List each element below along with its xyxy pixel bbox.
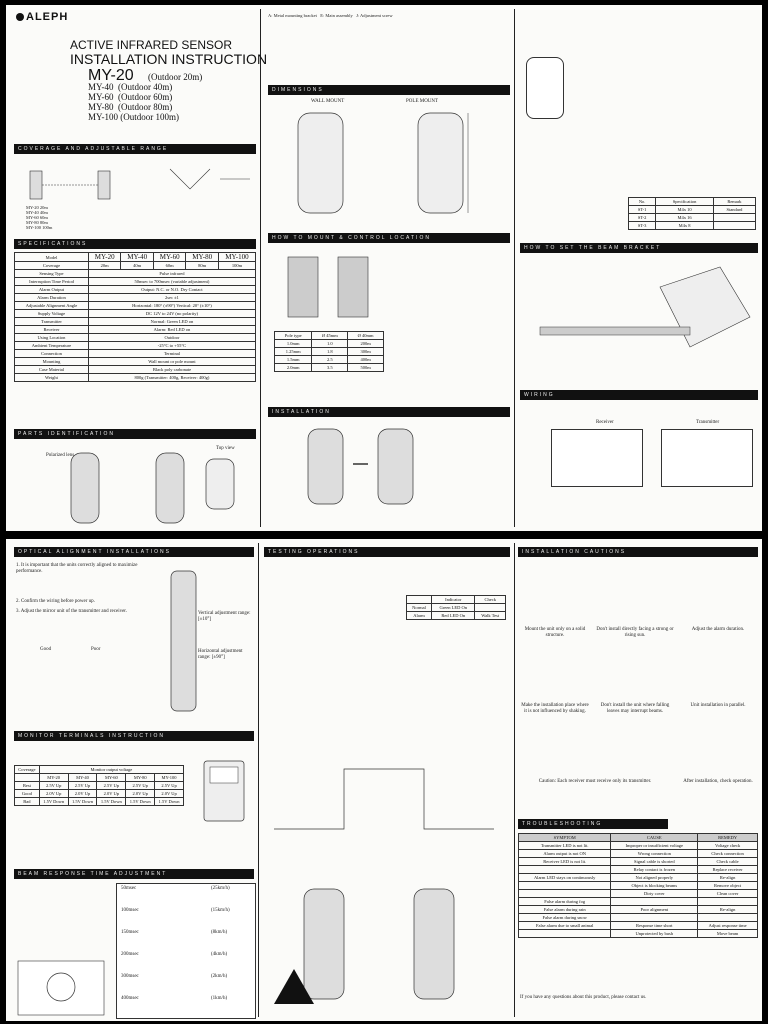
spec-head-cell: Model <box>15 253 89 262</box>
instruction-title: INSTALLATION INSTRUCTION <box>70 51 268 67</box>
spec-head-cell: MY-40 <box>121 253 154 262</box>
beam-header: BEAM RESPONSE TIME ADJUSTMENT <box>14 869 254 879</box>
spec-head-cell: MY-80 <box>186 253 219 262</box>
optical-step-2: 2. Confirm the wiring before power up. <box>16 599 95 604</box>
parts-legend: A: Metal mounting bracket E: Main assembly J: Adjustment screw <box>268 13 393 18</box>
mounting-header: HOW TO MOUNT & CONTROL LOCATION <box>268 233 510 243</box>
caution-item: Don't install directly facing a strong or rising sun. <box>596 627 674 638</box>
optical-step-1: 1. It is important that the units correctly aligned to maximize performance. <box>16 563 138 574</box>
terminal-label-transmitter: Transmitter <box>696 420 720 425</box>
beam-dial-diagram <box>16 959 106 1017</box>
spec-row: Sensing Type Pulse infrared <box>15 270 256 278</box>
caution-item: Mount the unit only on a solid structure. <box>524 627 586 638</box>
specifications-header: SPECIFICATIONS <box>14 239 256 249</box>
bracket-diagram <box>520 257 758 387</box>
coverage-diagram <box>20 159 250 229</box>
spec-row: Ambient Temperature -25°C to +55°C <box>15 342 256 350</box>
troubleshooting-header: TROUBLESHOOTING <box>518 819 668 829</box>
dims-wall-label: WALL MOUNT <box>311 99 345 104</box>
spec-head-row <box>15 253 256 262</box>
spec-row: Weight 800g (Transmitter: 400g, Receiver: 400g) <box>15 374 256 382</box>
trouble-table: SYMPTOM CAUSE REMEDY Transmitter LED is not lit. Improper or insufficient voltage Voltage check Alarm output is not ON Wrong connection Check connection Receiver LED is not lit. Signal cable is shorted Check cable Relay contact is frozen Replace receiver Alarm LED stays on continuously Not aligned properly Re-align Object is blocking beams Remove object Dirty cover Clean cover False alarm during fog False alarm during rain Poor alignment Re-align False alarm during snow False alarm due to small animal Response time short Adjust response time Unprotected by bush Move beam <box>518 833 758 938</box>
spec-row: Adjustable Alignment Angle Horizontal: 180° (±90°) Vertical: 20° (±10°) <box>15 302 256 310</box>
beam-steps-box: 50msec (25km/h) 100msec (15km/h) 150msec (8km/h) 200msec (4km/h) 300msec (2km/h) 400msec (1km/h) <box>116 883 256 1019</box>
spec-row: Connection Terminal <box>15 350 256 358</box>
vertical-range-label: Vertical adjustment range: [±10°] <box>198 611 251 622</box>
dimensions-header: DIMENSIONS <box>268 85 510 95</box>
spec-row: Coverage 20m 40m 60m 80m 100m <box>15 262 256 270</box>
caution-item: After installation, check operation. <box>683 779 753 784</box>
horizontal-range-label: Horizontal adjustment range: [±90°] <box>198 649 243 660</box>
receiver-terminal-board <box>551 429 643 487</box>
spec-row: Alarm Duration 2sec ±1 <box>15 294 256 302</box>
model-main: MY-20 <box>88 67 134 84</box>
spec-head-cell: MY-100 <box>218 253 255 262</box>
parts-diagram <box>46 443 246 529</box>
mounting-diagram <box>268 247 388 327</box>
spec-row: Interruption Time Period 50msec to 700msec (variable adjustment) <box>15 278 256 286</box>
installation-diagram <box>268 419 510 519</box>
spec-row: Mounting Wall mount or pole mount <box>15 358 256 366</box>
mount-table: Pole type Ø 45mm Ø 40mm 1.0mm 1.0 200m 1.25mm 1.8 300m 1.5mm 2.5 400m 2.0mm 3.5 500m <box>274 331 384 372</box>
caution-item: Unit installation in parallel. <box>690 703 746 708</box>
beam-bracket-figure <box>526 57 564 119</box>
caution-item: Make the installation place where it is not influenced by shaking. <box>521 703 589 714</box>
parts-label: Polarized lens <box>46 453 75 458</box>
alignment-poor-label: Poor <box>91 647 101 652</box>
operation-header: TESTING OPERATIONS <box>264 547 510 557</box>
caution-item: Adjust the alarm duration. <box>691 627 745 632</box>
instruction-sheet-bottom <box>6 539 762 1021</box>
terminal-label-receiver: Receiver <box>596 420 614 425</box>
dims-pole-label: POLE MOUNT <box>406 99 439 104</box>
spec-row: Receiver Alarm: Red LED on <box>15 326 256 334</box>
monitor-table: Coverage Monitor output voltage MY-20 MY-40 MY-60 MY-80 MY-100 Best 2.5V Up 2.5V Up 2.5V Up 2.5V Up 2.5V Up Good 2.0V Up 2.0V Up 2.0V Up 2.0V Up 2.0V Up Bad 1.5V Down 1.5V Down 1.5V Down 1.5V Down 1.5V Down <box>14 765 184 806</box>
product-title: ACTIVE INFRARED SENSOR <box>70 38 233 52</box>
brand-logo: ALEPH <box>16 11 68 23</box>
operation-diagram <box>264 669 510 869</box>
cover-install-diagram <box>264 869 510 1009</box>
cautions-header: INSTALLATION CAUTIONS <box>518 547 758 557</box>
spec-row: Using Location Outdoor <box>15 334 256 342</box>
optical-header: OPTICAL ALIGNMENT INSTALLATIONS <box>14 547 254 557</box>
bracket-header: HOW TO SET THE BEAM BRACKET <box>520 243 758 253</box>
bracket-table: No. Specification Remark ST-1 M4x 10 Standard ST-2 M4x 16 ST-3 M4x 8 <box>628 197 756 230</box>
spec-head-cell: MY-20 <box>88 253 121 262</box>
spec-table <box>14 252 256 382</box>
spec-row: Alarm Output Output: N.C. or N.O. Dry Contact <box>15 286 256 294</box>
spec-row: Supply Voltage DC 12V to 24V (no polarity) <box>15 310 256 318</box>
coverage-header: COVERAGE AND ADJUSTABLE RANGE <box>14 144 256 154</box>
parts-header: PARTS IDENTIFICATION <box>14 429 256 439</box>
instruction-sheet-top <box>6 5 762 531</box>
spec-head-cell: MY-60 <box>153 253 186 262</box>
model-list: (Outdoor 20m) MY-40 (Outdoor 40m) MY-60 (Outdoor 60m) MY-80 (Outdoor 80m) MY-100 (Outdoor 100m) <box>88 72 203 122</box>
spec-row: Case Material Black poly carbonate <box>15 366 256 374</box>
alignment-good-label: Good <box>40 647 52 652</box>
coverage-model-list: MY-20 20m MY-40 40m MY-60 60m MY-80 80m MY-100 100m <box>26 205 53 230</box>
operation-table: Indicator Check Normal Green LED On Alarm Red LED On Walk Test <box>406 595 506 620</box>
monitor-header: MONITOR TERMINALS INSTRUCTION <box>14 731 254 741</box>
wiring-header: WIRING <box>520 390 758 400</box>
footer-note: If you have any questions about this product, please contact us. <box>520 995 647 1000</box>
voltmeter-diagram <box>196 759 252 869</box>
transmitter-terminal-board <box>661 429 753 487</box>
spec-row: Transmitter Normal: Green LED on <box>15 318 256 326</box>
installation-header: INSTALLATION <box>268 407 510 417</box>
optical-diagram <box>151 561 251 731</box>
parts-label: Top view <box>216 446 235 451</box>
optical-step-3: 3. Adjust the mirror unit of the transmitter and receiver. <box>16 609 127 614</box>
caution-item: Don't install the unit where falling leaves may interrupt beams. <box>600 703 670 714</box>
caution-item: Caution: Each receiver must receive only its transmitter. <box>538 779 652 784</box>
dimensions-diagram <box>268 103 510 223</box>
